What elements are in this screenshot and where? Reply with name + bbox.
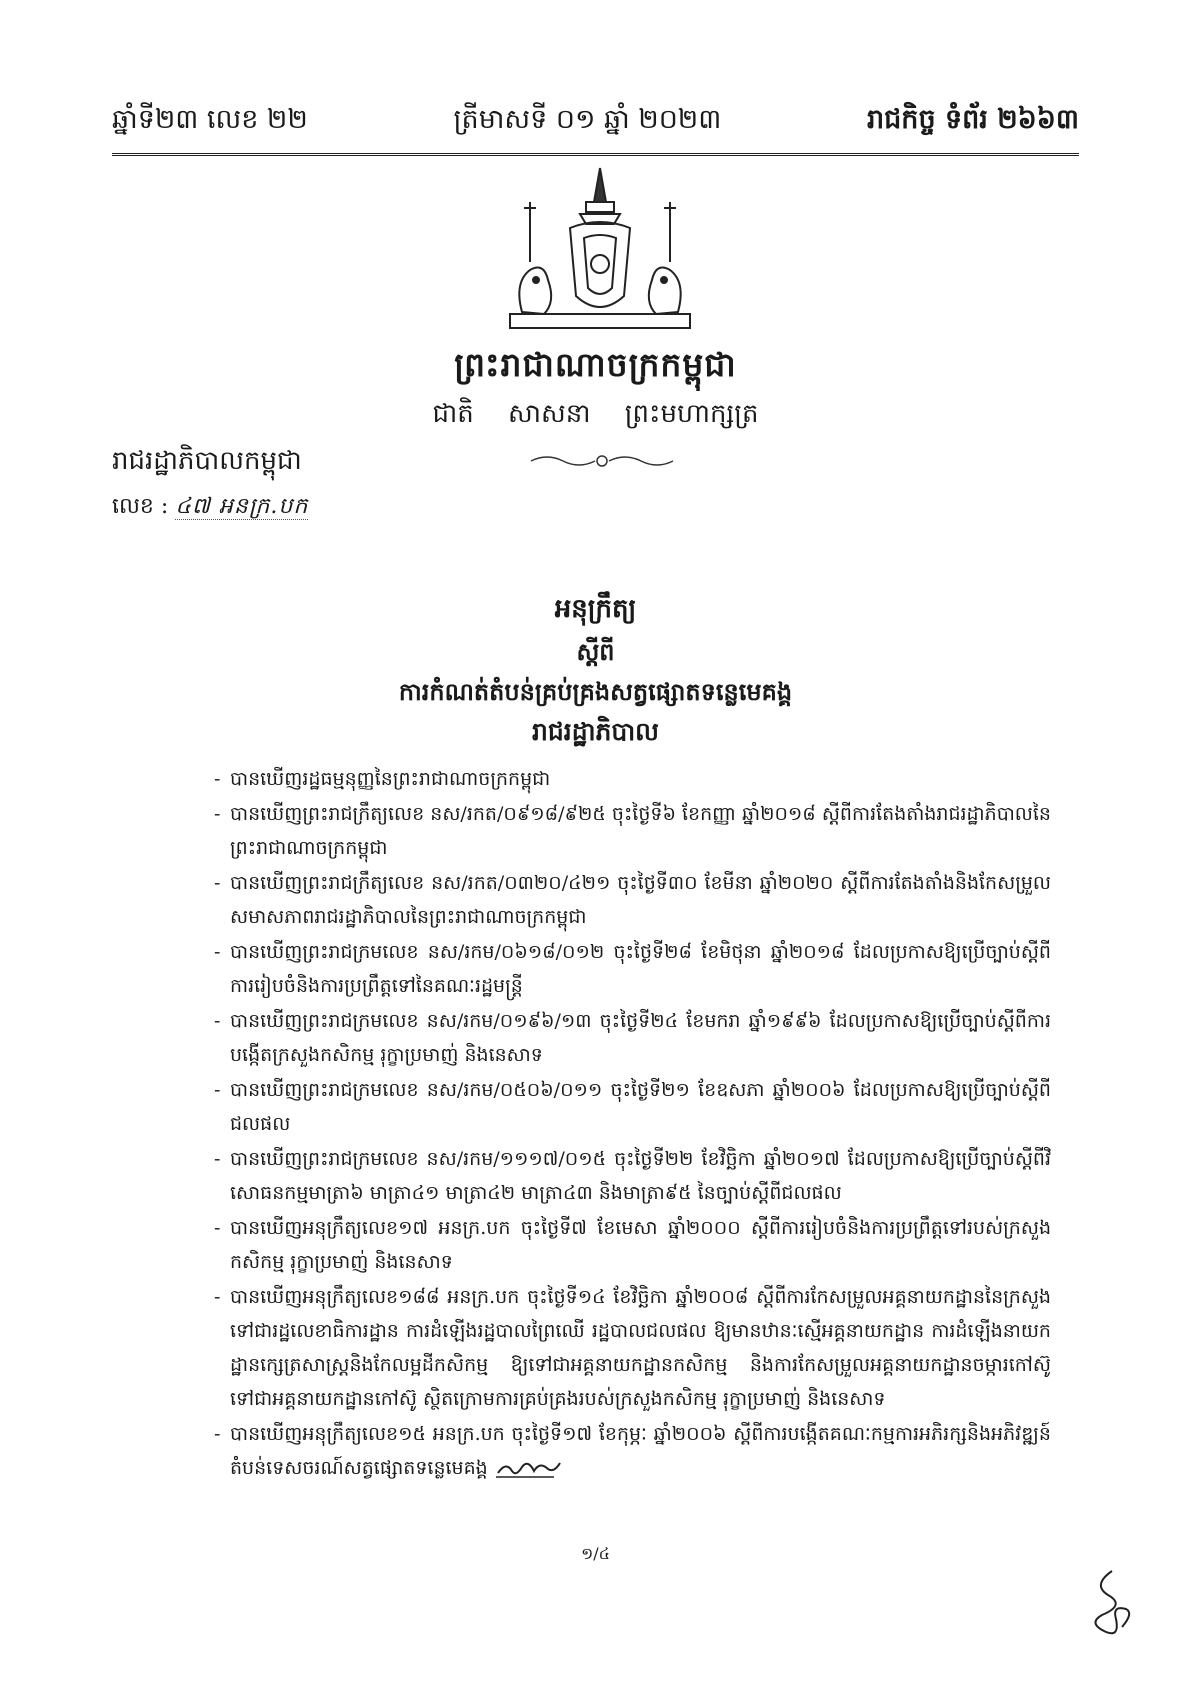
document-about: ស្តីពី bbox=[576, 637, 615, 666]
signature-mark-icon bbox=[1082, 1565, 1142, 1645]
royal-arms-emblem-icon bbox=[500, 162, 700, 342]
government-name: រាជរដ្ឋាភិបាលកម្ពុជា bbox=[112, 446, 302, 476]
year-issue: ឆ្នាំទី២៣ លេខ ២២ bbox=[112, 104, 308, 135]
clause: - បានឃើញអនុក្រឹត្យលេខ១៨៨ អនក្រ.បក ចុះថ្ងៃទី១៤ ខែវិច្ឆិកា ឆ្នាំ២០០៨ ស្តីពីការកែសម្រួលអគ្គនាយកដ្ឋាននៃក្រសួងទៅជារដ្ឋលេខាធិការដ្ឋាន ការដំឡើងរដ្ឋបាលព្រៃឈើ រដ្ឋបាលជលផល ឱ្យមានឋានៈស្មើអគ្គនាយកដ្ឋាន ការដំឡើងនាយកដ្ឋានក្សេត្រសាស្ត្រនិងកែលម្អដីកសិកម្ម ឱ្យទៅជាអគ្គនាយកដ្ឋានកសិកម្ម និងការកែសម្រួលអគ្គនាយកដ្ឋានចម្ការកៅស៊ូទៅជាអគ្គនាយកដ្ឋានកៅស៊ូ ស្ថិតក្រោមការគ្រប់គ្រងរបស់ក្រសួងកសិកម្ម រុក្ខាប្រមាញ់ និងនេសាទ bbox=[214, 1280, 1051, 1416]
header-rule bbox=[112, 153, 1079, 158]
page-number: ១/៤ bbox=[581, 1544, 610, 1563]
clause: - បានឃើញរដ្ឋធម្មនុញ្ញនៃព្រះរាជាណាចក្រកម្ពុជា bbox=[214, 762, 1051, 796]
document-subject: ការកំណត់តំបន់គ្រប់គ្រងសត្វផ្សោតទន្លេមេគង្គ bbox=[398, 677, 793, 706]
gazette-header bbox=[112, 92, 1079, 142]
clause: - បានឃើញព្រះរាជក្រមលេខ នស/រកម/០១៩៦/១៣ ចុះថ្ងៃទី២៤ ខែមករា ឆ្នាំ១៩៩៦ ដែលប្រកាសឱ្យប្រើច្បាប់ស្តីពីការបង្កើតក្រសួងកសិកម្ម រុក្ខាប្រមាញ់ និងនេសាទ bbox=[214, 1004, 1051, 1072]
clause: - បានឃើញព្រះរាជក្រឹត្យលេខ នស/រកត/០៣២០/៤២១ ចុះថ្ងៃទី៣០ ខែមីនា ឆ្នាំ២០២០ ស្តីពីការតែងតាំងនិងកែសម្រួលសមាសភាពរាជរដ្ឋាភិបាលនៃព្រះរាជាណាចក្រកម្ពុជា bbox=[214, 866, 1051, 934]
clause: - បានឃើញអនុក្រឹត្យលេខ១៧ អនក្រ.បក ចុះថ្ងៃទី៧ ខែមេសា ឆ្នាំ២០០០ ស្តីពីការរៀបចំនិងការប្រព្រឹត្តទៅរបស់ក្រសួងកសិកម្ម រុក្ខាប្រមាញ់ និងនេសាទ bbox=[214, 1211, 1051, 1279]
reference-value: ៤៧ អនក្រ.បក bbox=[175, 494, 309, 519]
document-issuer: រាជរដ្ឋាភិបាល bbox=[532, 717, 659, 746]
reference-label: លេខ : bbox=[112, 494, 169, 519]
reference-number bbox=[112, 492, 308, 524]
initials-mark-icon bbox=[494, 1457, 564, 1481]
national-motto: ជាតិ សាសនា ព្រះមហាក្សត្រ bbox=[432, 399, 759, 429]
clause: - បានឃើញព្រះរាជក្រមលេខ នស/រកម/០៥០៦/០១១ ចុះថ្ងៃទី២១ ខែឧសភា ឆ្នាំ២០០៦ ដែលប្រកាសឱ្យប្រើច្បាប់ស្តីពីជលផល bbox=[214, 1073, 1051, 1141]
clause: - បានឃើញព្រះរាជក្រឹត្យលេខ នស/រកត/០៩១៨/៩២៥ ចុះថ្ងៃទី៦ ខែកញ្ញា ឆ្នាំ២០១៨ ស្តីពីការតែងតាំងរាជរដ្ឋាភិបាលនៃព្រះរាជាណាចក្រកម្ពុជា bbox=[214, 797, 1051, 865]
quarter-date: ត្រីមាសទី ០១ ឆ្នាំ ២០២៣ bbox=[453, 104, 722, 135]
ornament-divider-icon bbox=[527, 451, 677, 471]
kingdom-name: ព្រះរាជាណាចក្រកម្ពុជា bbox=[454, 345, 737, 384]
clause-last bbox=[214, 1417, 1051, 1485]
gazette-page-number: រាជកិច្ច ទំព័រ ២៦៦៣ bbox=[867, 104, 1079, 135]
document-type: អនុក្រឹត្យ bbox=[554, 594, 637, 624]
clause: - បានឃើញព្រះរាជក្រមលេខ នស/រកម/០៦១៨/០១២ ចុះថ្ងៃទី២៨ ខែមិថុនា ឆ្នាំ២០១៨ ដែលប្រកាសឱ្យប្រើច្បាប់ស្តីពីការរៀបចំនិងការប្រព្រឹត្តទៅនៃគណៈរដ្ឋមន្ត្រី bbox=[214, 935, 1051, 1003]
clause: - បានឃើញព្រះរាជក្រមលេខ នស/រកម/១១១៧/០១៥ ចុះថ្ងៃទី២២ ខែវិច្ឆិកា ឆ្នាំ២០១៧ ដែលប្រកាសឱ្យប្រើច្បាប់ស្តីពីវិសោធនកម្មមាត្រា៦ មាត្រា៤១ មាត្រា៤២ មាត្រា៤៣ និងមាត្រា៩៥ នៃច្បាប់ស្តីពីជលផល bbox=[214, 1142, 1051, 1210]
preamble-clauses bbox=[214, 762, 1051, 1486]
clause-text: បានឃើញអនុក្រឹត្យលេខ១៥ អនក្រ.បក ចុះថ្ងៃទី១៧ ខែកុម្ភៈ ឆ្នាំ២០០៦ ស្តីពីការបង្កើតគណៈកម្មការអភិរក្សនិងអភិវឌ្ឍន៍តំបន់ទេសចរណ៍សត្វផ្សោតទន្លេមេគង្គ bbox=[230, 1423, 1051, 1479]
